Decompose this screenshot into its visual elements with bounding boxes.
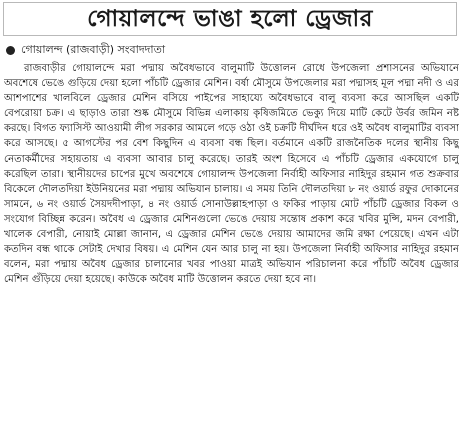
byline [6, 42, 165, 58]
byline-text: গোয়ালন্দ (রাজবাড়ী) সংবাদদাতা [21, 42, 166, 56]
article-body-text: রাজবাড়ীর গোয়ালন্দে মরা পদ্মায় অবৈধভাবে বালুমাটি উত্তোলন রোধে উপজেলা প্রশাসনের অভিযানে অবশেষে ভেঙে গুড়িয়ে দেয়া হলো পাঁচটি ড্রেজার মেশিন। বর্ষা মৌসুমে উপজেলার মরা পদ্মাসহ মূল পদ্মা নদী ও এর আশপাশের খালবিলে ড্রেজার মেশিন বসিয়ে পাইপের সাহায্যে অবৈধভাবে বালু ব্যবসা করে আসছিল একটি বেপরোয়া চক্র। এ ছাড়াও তারা শুষ্ক মৌসুমে বিভিন্ন এলাকায় কৃষিজমিতে ভেক্যু দিয়ে মাটি কেটে উর্বর জমিন নষ্ট করছে। বিগত ফ্যাসিস্ট আওয়ামী লীগ সরকার আমলে গড়ে ওঠা ওই চক্রটি দীর্ঘদিন ধরে ওই অবৈধ বালুমাটির ব্যবসা করে আসছে। ৫ আগস্টের পর বেশ কিছুদিন এ ব্যবসা বন্ধ ছিল। বর্তমানে একটি রাজনৈতিক দলের স্থানীয় কিছু নেতাকর্মীদের সহায়তায় এ ব্যবসা আবার চালু করেছে। তারই অংশ হিসেবে এ পাঁচটি ড্রেজার একযোগে চালু করেছিল তারা। স্থানীয়দের চাপের মুখে অবশেষে গোয়ালন্দ উপজেলা নির্বাহী অফিসার নাহিদুর রহমান গত শুক্রবার বিকেলে দৌলতদিয়া ইউনিয়নের মরা পদ্মায় অভিযান চালায়। এ সময় তিনি দৌলতদিয়া ৮ নং ওয়ার্ড রফুর দোকানের সামনে, ৬ নং ওয়ার্ড সৈয়দদীপাড়া, ৪ নং ওয়ার্ড সোনাউল্লাহপাড়া ও ফকির পাড়ায় মোট পাঁচটি ড্রেজার বিকল ও সংযোগ বিচ্ছিন্ন করেন। অবৈধ এ ড্রেজার মেশিনগুলো ভেঙে দেয়ায় সন্তোষ প্রকাশ করে খবির মুন্সি, মদন বেপারী, খালেক বেপারী, নোয়াই মোল্লা জানান, এ ড্রেজার মেশিন ভেঙে দেয়ায় আমাদের জমি রক্ষা পেয়েছে। এখন এটা কতদিন বন্ধ থাকে সেটাই দেখার বিষয়। এ মেশিন যেন আর চালু না হয়। উপজেলা নির্বাহী অফিসার নাহিদুর রহমান বলেন, মরা পদ্মায় অবৈধ ড্রেজার চালানোর খবর পাওয়া মাত্রই অভিযান পরিচালনা করে পাঁচটি অবৈধ ড্রেজার মেশিন গুঁড়িয়ে দেয়া হয়েছে। কাউকে অবৈধ মাটি উত্তোলন করতে দেয়া হবে না। [4, 63, 459, 286]
article-body-paragraph [4, 61, 459, 433]
article-headline: গোয়ালন্দে ভাঙা হলো ড্রেজার [87, 4, 373, 32]
bullet-icon [6, 46, 15, 55]
headline-box [3, 2, 457, 36]
